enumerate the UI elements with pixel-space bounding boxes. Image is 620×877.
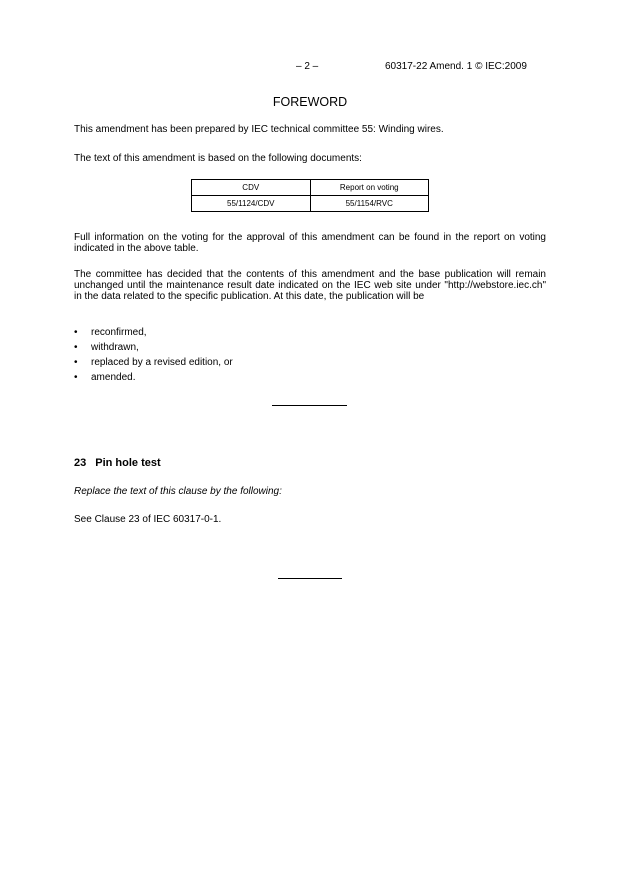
list-item — [74, 357, 233, 372]
page-number: – 2 – — [296, 61, 319, 72]
documents-paragraph: The text of this amendment is based on the following documents: — [74, 153, 362, 164]
standard-reference: 60317-22 Amend. 1 © IEC:2009 — [385, 61, 527, 72]
clause-text: See Clause 23 of IEC 60317-0-1. — [74, 514, 222, 525]
list-item-text: replaced by a revised edition, or — [91, 357, 233, 368]
section-divider — [272, 405, 347, 406]
clause-instruction: Replace the text of this clause by the following: — [74, 486, 282, 497]
table-cell: 55/1124/CDV — [192, 196, 311, 212]
voting-info-paragraph: Full information on the voting for the approval of this amendment can be found in the report on voting indicated in the above table. — [74, 232, 546, 254]
list-item — [74, 372, 233, 387]
bullet: • — [74, 357, 78, 368]
table-header-cell: Report on voting — [310, 180, 429, 196]
table-header-cell: CDV — [192, 180, 311, 196]
list-item-text: amended. — [91, 372, 136, 383]
table-row — [192, 196, 429, 212]
intro-paragraph: This amendment has been prepared by IEC technical committee 55: Winding wires. — [74, 124, 444, 135]
list-item-text: reconfirmed, — [91, 327, 147, 338]
voting-documents-table — [191, 179, 429, 212]
table-cell: 55/1154/RVC — [310, 196, 429, 212]
table-header-row — [192, 180, 429, 196]
committee-decision-paragraph: The committee has decided that the contents of this amendment and the base publication will remain unchanged until the maintenance result date indicated on the IEC web site under "http://webstore.iec.ch" in the data related to the specific publication. At this date, the publication will be — [74, 269, 546, 302]
bullet: • — [74, 372, 78, 383]
clause-heading — [74, 457, 161, 469]
foreword-title: FOREWORD — [272, 95, 348, 109]
bullet: • — [74, 342, 78, 353]
clause-number: 23 — [74, 457, 87, 469]
list-item — [74, 342, 233, 357]
end-divider — [278, 578, 342, 579]
clause-title: Pin hole test — [95, 457, 161, 469]
list-item — [74, 327, 233, 342]
list-item-text: withdrawn, — [91, 342, 139, 353]
publication-outcome-list — [74, 327, 233, 387]
bullet: • — [74, 327, 78, 338]
